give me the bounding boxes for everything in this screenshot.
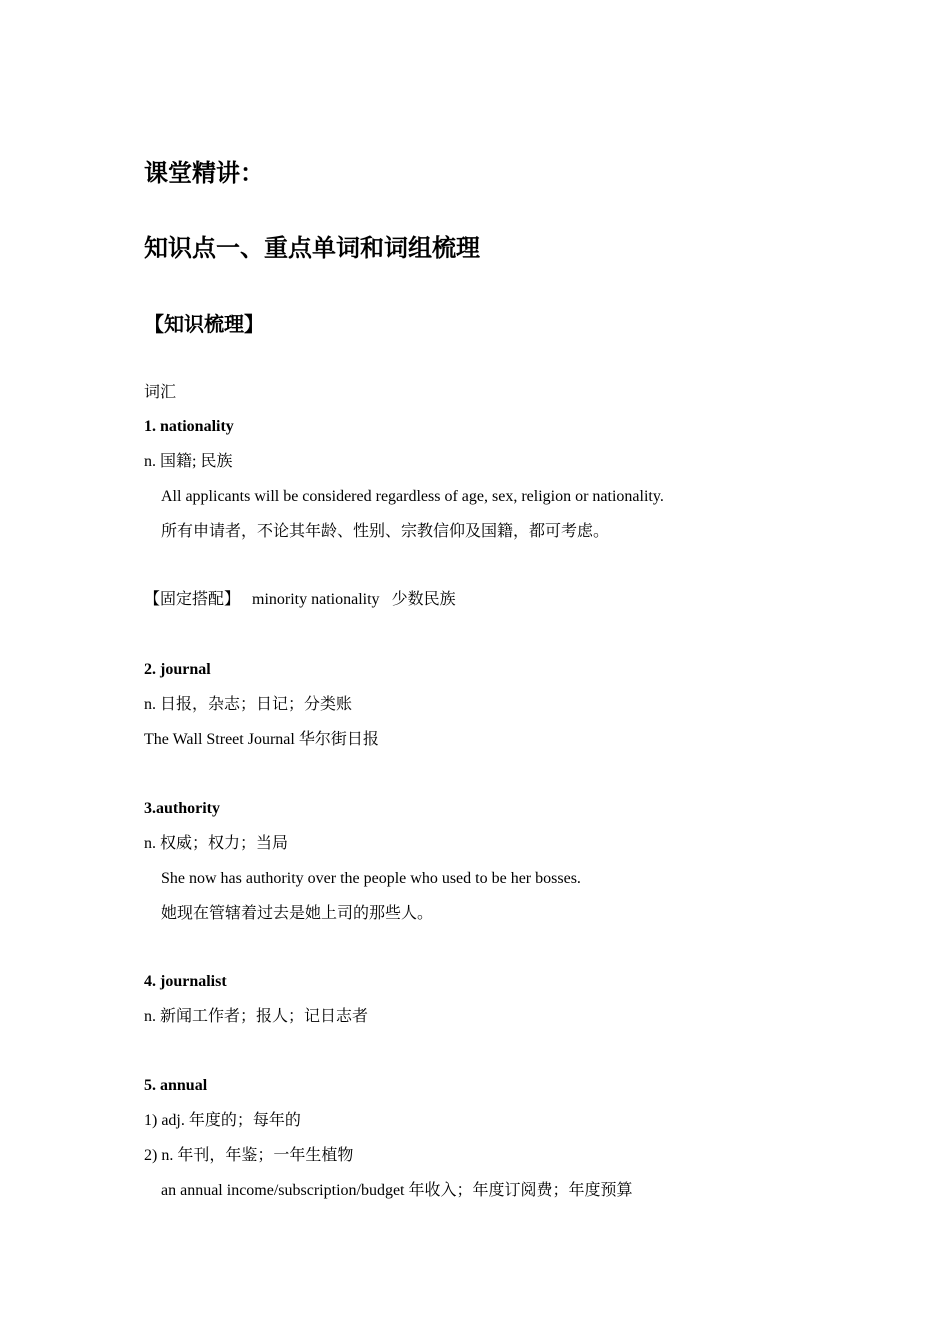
entry-definition: n. 权威；权力；当局 xyxy=(144,835,289,852)
example-sentence-en: All applicants will be considered regardless of age, sex, religion or nationality. xyxy=(161,488,664,505)
entry-definition: n. 日报，杂志；日记；分类账 xyxy=(144,696,353,713)
section-title: 知识点一、重点单词和词组梳理 xyxy=(144,236,480,262)
collocation-zh: 少数民族 xyxy=(391,591,456,608)
collocation-en: minority nationality xyxy=(252,591,380,608)
entry-heading-journal: 2. journal xyxy=(144,661,211,678)
entry-heading-annual: 5. annual xyxy=(144,1077,208,1094)
collocation-line xyxy=(144,590,456,610)
entry-definition-2: 2) n. 年刊，年鉴；一年生植物 xyxy=(144,1147,354,1164)
entry-definition: n. 国籍; 民族 xyxy=(144,453,233,470)
entry-heading-journalist: 4. journalist xyxy=(144,973,227,990)
entry-definition: n. 新闻工作者；报人；记日志者 xyxy=(144,1008,369,1025)
collocation-tag: 【固定搭配】 xyxy=(144,591,241,608)
category-label: 词汇 xyxy=(144,384,177,401)
example-phrase: The Wall Street Journal 华尔街日报 xyxy=(144,731,379,748)
page-title: 课堂精讲： xyxy=(144,161,264,187)
example-sentence-zh: 所有申请者，不论其年龄、性别、宗教信仰及国籍，都可考虑。 xyxy=(161,523,610,540)
entry-heading-nationality: 1. nationality xyxy=(144,418,234,435)
example-sentence-zh: 她现在管辖着过去是她上司的那些人。 xyxy=(161,905,434,922)
subsection-title: 【知识梳理】 xyxy=(144,314,264,336)
example-sentence-en: She now has authority over the people who used to be her bosses. xyxy=(161,870,581,887)
entry-definition-1: 1) adj. 年度的；每年的 xyxy=(144,1112,301,1129)
example-phrase: an annual income/subscription/budget 年收入；年度订阅费；年度预算 xyxy=(161,1182,633,1199)
entry-heading-authority: 3.authority xyxy=(144,800,220,817)
